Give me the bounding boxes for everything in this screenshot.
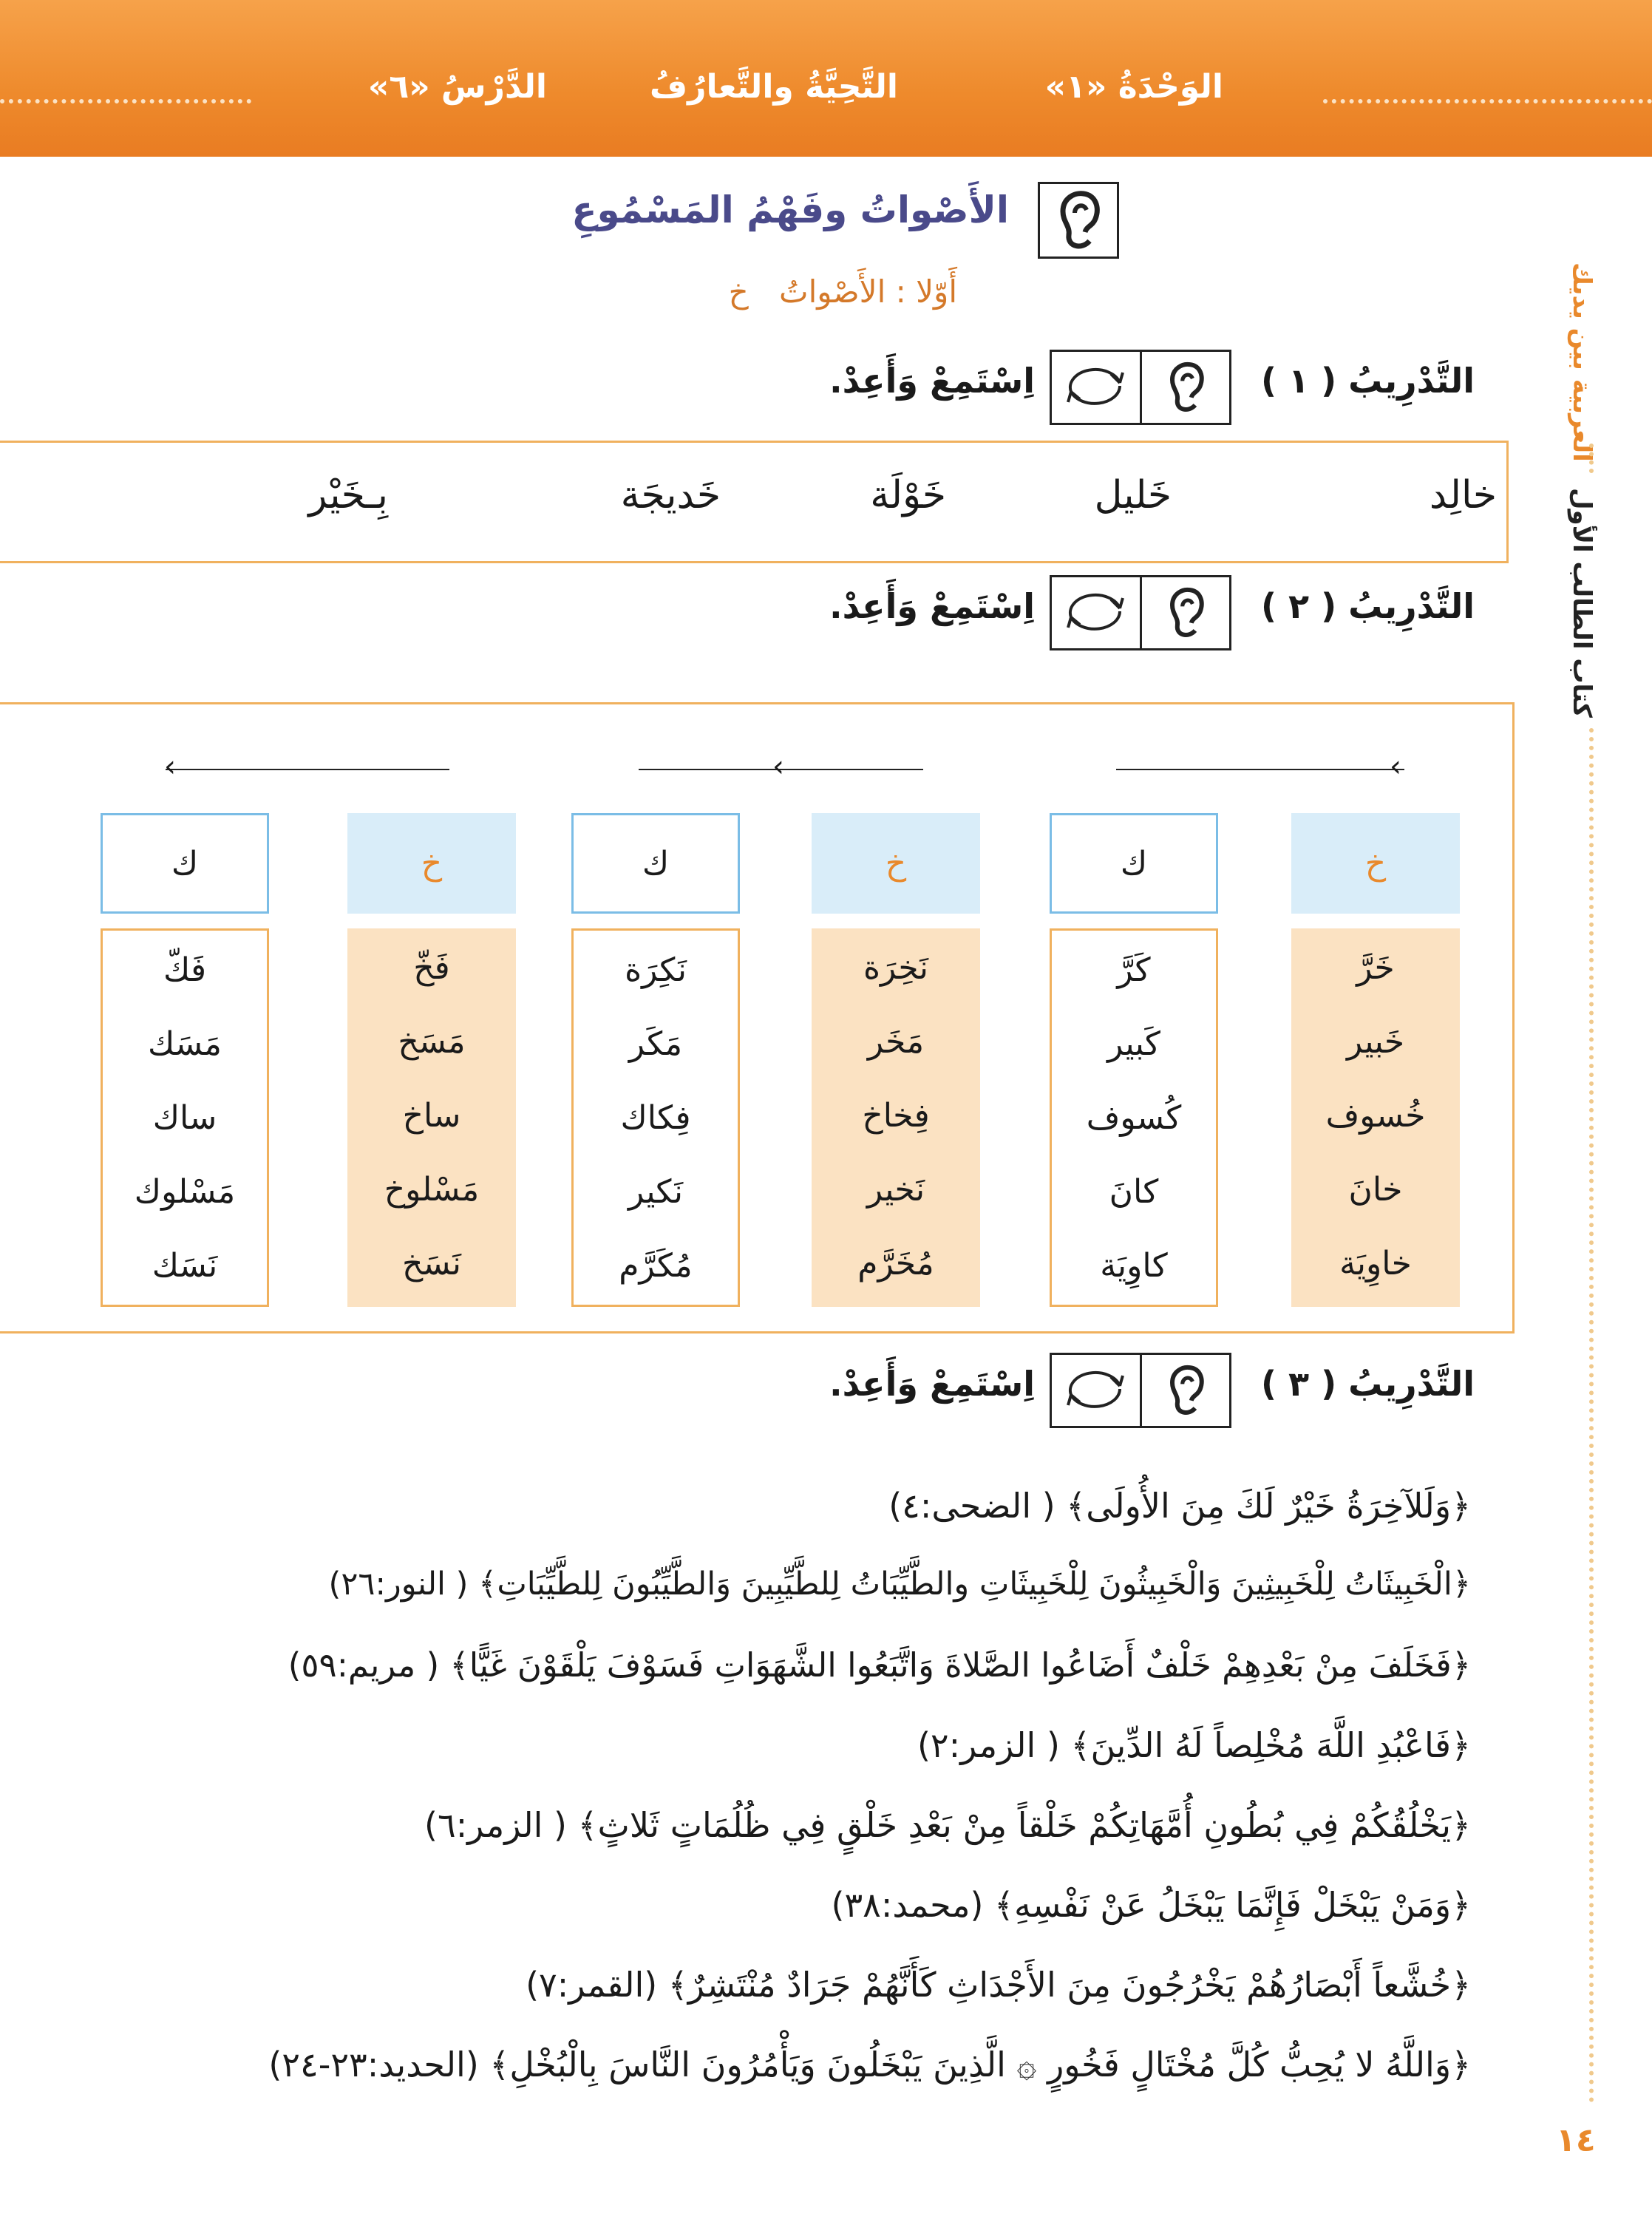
exercise-2-audio-controls[interactable] xyxy=(1050,575,1231,650)
list-item: مَسْلوك xyxy=(134,1173,236,1211)
exercise-3-instruction: اِسْتَمِعْ وَأَعِدْ. xyxy=(829,1364,1035,1404)
list-item: خُسوف xyxy=(1325,1097,1426,1135)
exercise-1-word: خَديجَة xyxy=(620,473,721,517)
list-item: خَبير xyxy=(1346,1023,1405,1061)
exercise-3-audio-controls[interactable] xyxy=(1050,1353,1231,1428)
exercise-1-audio-controls[interactable] xyxy=(1050,350,1231,425)
word-list-kha xyxy=(1291,928,1460,1307)
list-item: كَرَّ xyxy=(1117,951,1151,989)
ear-icon xyxy=(1038,182,1119,259)
list-item: نَسَك xyxy=(152,1247,218,1285)
section-title: الأَصْواتُ وفَهْمُ المَسْمُوعِ xyxy=(571,188,1009,231)
exercise-1-word: بِـخَيْر xyxy=(308,473,388,517)
list-item: نَخير xyxy=(866,1171,925,1209)
sidebar-book-title: العربية بين يديك xyxy=(1567,262,1597,462)
list-item: خاوِيَة xyxy=(1339,1245,1412,1282)
page-number: ١٤ xyxy=(1556,2121,1596,2159)
word-list-kaf xyxy=(101,928,269,1307)
exercise-1-title: التَّدْرِيبُ ( ١ ) xyxy=(1260,361,1475,401)
list-item: فَكّ xyxy=(163,951,207,989)
unit-label: الوَحْدَةُ «١» xyxy=(1044,68,1223,106)
subsection-heading xyxy=(729,273,957,310)
lesson-label: الدَّرْسُ «٦» xyxy=(367,68,547,106)
list-item: فِخاخ xyxy=(862,1097,930,1135)
pair-connector xyxy=(166,769,449,770)
verse-line: ﴿فَاعْبُدِ اللَّهَ مُخْلِصاً لَهُ الدِّينَ﴾ ( الزمر:٢) xyxy=(917,1725,1471,1765)
repeat-arrows-icon[interactable] xyxy=(1052,1355,1142,1426)
exercise-2-title: التَّدْرِيبُ ( ٢ ) xyxy=(1260,586,1475,626)
topic-label: التَّحِيَّةُ والتَّعارُفُ xyxy=(650,68,898,106)
list-item: خانَ xyxy=(1348,1171,1403,1209)
column-header-kha: خ xyxy=(1291,813,1460,914)
list-item: نَكير xyxy=(628,1173,684,1211)
list-item: نَخِرَة xyxy=(863,949,928,987)
repeat-arrows-icon[interactable] xyxy=(1052,352,1142,423)
list-item: فَخّ xyxy=(413,949,450,987)
verse-line: ﴿خُشَّعاً أَبْصَارُهُمْ يَخْرُجُونَ مِنَ الأَجْدَاثِ كَأَنَّهُمْ جَرَادٌ مُنْتَشِرٌ﴾ (القمر:٧) xyxy=(526,1965,1471,2005)
column-header-kaf: ك xyxy=(101,813,269,914)
list-item: مَسْلوخ xyxy=(384,1171,480,1209)
list-item: مُكَرَّم xyxy=(619,1247,693,1285)
list-item: كاوِيَة xyxy=(1100,1247,1168,1285)
list-item: فِكاك xyxy=(620,1099,691,1137)
word-list-kha xyxy=(812,928,980,1307)
ear-icon[interactable] xyxy=(1142,577,1230,648)
verse-line: ﴿الْخَبِيثَاتُ لِلْخَبِيثِينَ وَالْخَبِيثُونَ لِلْخَبِيثَاتِ والطَّيِّبَاتُ لِلطَّيِّبِينَ وَالطَّيِّبُونَ لِلطَّيِّبَاتِ﴾ ( النور:٢٦) xyxy=(328,1566,1471,1603)
list-item: ساخ xyxy=(402,1097,461,1135)
list-item: نَسَخ xyxy=(402,1245,461,1282)
column-header-kaf: ك xyxy=(571,813,740,914)
list-item: نَكِرَة xyxy=(625,951,687,989)
list-item: مَخَر xyxy=(867,1023,925,1061)
list-item: كانَ xyxy=(1109,1173,1159,1211)
arrow-left-icon: ‹ xyxy=(772,750,784,784)
word-list-kha xyxy=(347,928,516,1307)
arrow-left-icon: ‹ xyxy=(164,750,176,784)
exercise-1-word: خالِد xyxy=(1429,473,1497,517)
page-header xyxy=(0,0,1652,157)
verse-line: ﴿وَاللَّهُ لا يُحِبُّ كُلَّ مُخْتَالٍ فَخُورٍ ۞ الَّذِينَ يَبْخَلُونَ وَيَأْمُرُونَ النَّاسَ بِالْبُخْلِ﴾ (الحديد:٢٣-٢٤) xyxy=(268,2045,1471,2085)
verse-line: ﴿وَمَنْ يَبْخَلْ فَإِنَّمَا يَبْخَلُ عَنْ نَفْسِهِ﴾ (محمد:٣٨) xyxy=(831,1885,1471,1925)
subsection-prefix: أَوّلا : الأَصْواتُ xyxy=(779,273,957,310)
list-item: مُخَرَّم xyxy=(857,1245,934,1282)
list-item: مَسَخ xyxy=(398,1023,466,1061)
list-item: مَكَر xyxy=(628,1025,683,1063)
exercise-1-instruction: اِسْتَمِعْ وَأَعِدْ. xyxy=(829,361,1035,401)
exercise-3-title: التَّدْرِيبُ ( ٣ ) xyxy=(1260,1364,1475,1404)
exercise-2-instruction: اِسْتَمِعْ وَأَعِدْ. xyxy=(829,586,1035,626)
column-header-kha: خ xyxy=(347,813,516,914)
list-item: خَرَّ xyxy=(1356,949,1395,987)
word-list-kaf xyxy=(1050,928,1218,1307)
sidebar-divider xyxy=(1589,728,1594,2103)
arrow-left-icon: ‹ xyxy=(1390,750,1401,784)
word-list-kaf xyxy=(571,928,740,1307)
pair-connector xyxy=(1116,769,1404,770)
list-item: مَسَك xyxy=(148,1025,222,1063)
ear-icon[interactable] xyxy=(1142,352,1230,423)
verse-line: ﴿وَلَلآخِرَةُ خَيْرٌ لَكَ مِنَ الأُولَى﴾ ( الضحى:٤) xyxy=(888,1486,1471,1526)
verse-line: ﴿يَخْلُقُكُمْ فِي بُطُونِ أُمَّهَاتِكُمْ خَلْقاً مِنْ بَعْدِ خَلْقٍ فِي ظُلُمَاتٍ ثَلاثٍ﴾ ( الزمر:٦) xyxy=(424,1805,1471,1845)
sidebar-divider-top xyxy=(1589,444,1594,473)
exercise-1-word: خَليل xyxy=(1094,473,1172,517)
column-header-kaf: ك xyxy=(1050,813,1218,914)
subsection-letter: خ xyxy=(728,273,749,310)
ear-icon[interactable] xyxy=(1142,1355,1230,1426)
exercise-1-word: خَوْلَة xyxy=(870,473,946,517)
list-item: كُسوف xyxy=(1086,1099,1182,1137)
verse-line: ﴿فَخَلَفَ مِنْ بَعْدِهِمْ خَلْفٌ أَضَاعُوا الصَّلاةَ وَاتَّبَعُوا الشَّهَوَاتِ فَسَوْفَ يَلْقَوْنَ غَيًّا﴾ ( مريم:٥٩) xyxy=(288,1645,1471,1685)
column-header-kha: خ xyxy=(812,813,980,914)
list-item: ساك xyxy=(152,1099,217,1137)
sidebar-book-level: كتاب الطالب الأول xyxy=(1567,488,1597,718)
exercise-1-words-box xyxy=(0,441,1509,563)
repeat-arrows-icon[interactable] xyxy=(1052,577,1142,648)
list-item: كَبير xyxy=(1107,1025,1160,1063)
